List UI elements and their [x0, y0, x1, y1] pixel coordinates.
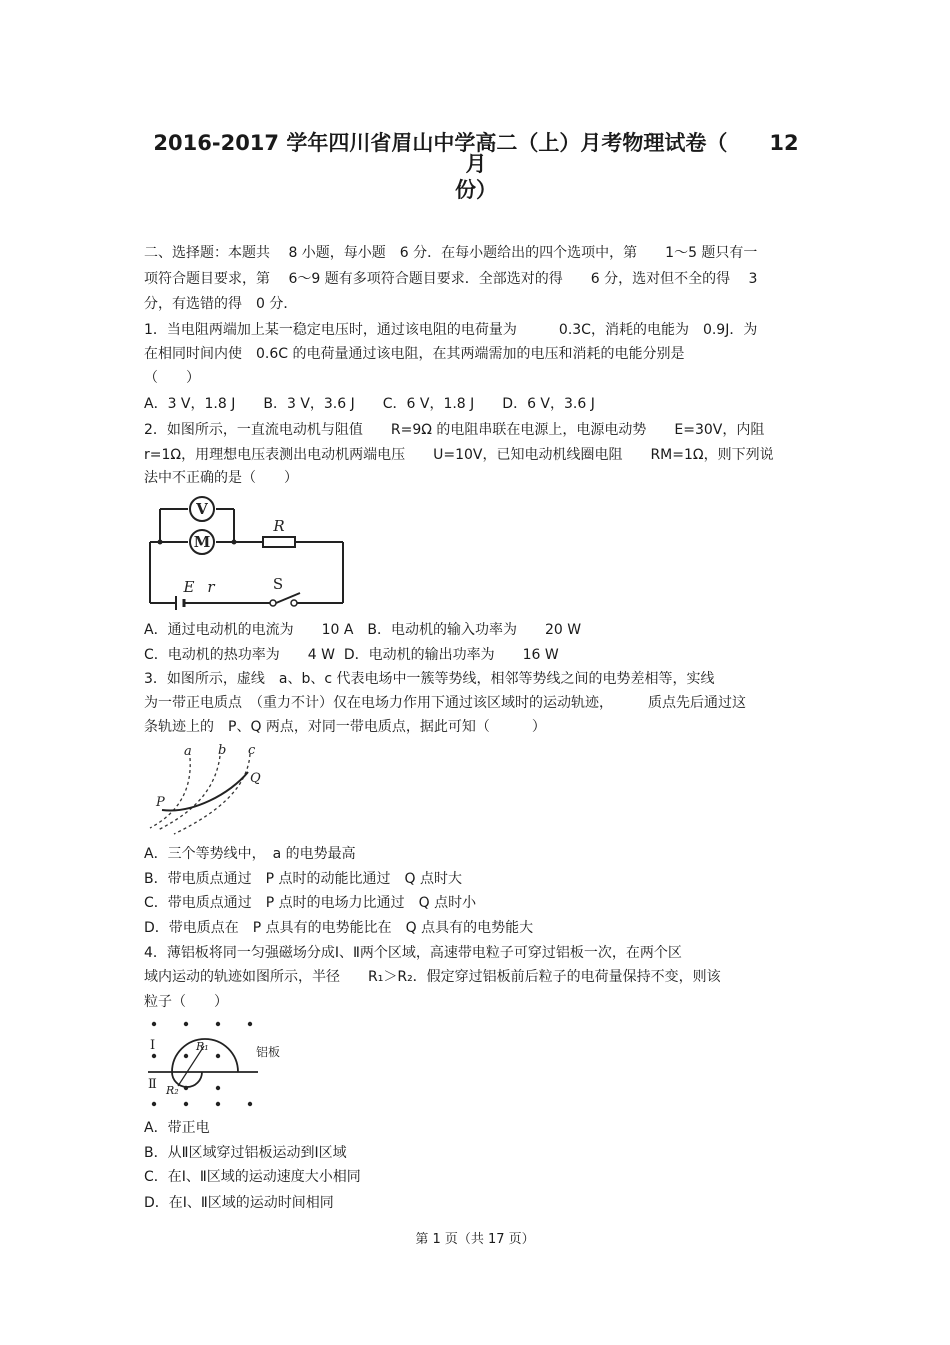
label-b: b [218, 743, 227, 758]
q3-stem: 条轨迹上的 P、Q 两点，对同一带电质点，据此可知（ ） [144, 719, 546, 735]
label-c: c [248, 743, 256, 758]
q2-circuit-diagram [144, 493, 354, 615]
motor-label: M [193, 533, 211, 551]
q4-option: A．带正电 [144, 1120, 210, 1136]
section-instruction: 分，有选错的得 0 分． [144, 296, 298, 312]
q3-option: B．带电质点通过 P 点时的动能比通过 Q 点时大 [144, 871, 462, 887]
q4-option: B．从Ⅱ区域穿过铝板运动到Ⅰ区域 [144, 1145, 347, 1161]
page-number-footer: 第 1 页（共 17 页） [415, 1232, 535, 1247]
q2-stem: 法中不正确的是（ ） [144, 470, 298, 486]
q4-stem: 4．薄铝板将同一匀强磁场分成Ⅰ、Ⅱ两个区域，高速带电粒子可穿过铝板一次，在两个区 [144, 945, 682, 961]
resistor-label: R [273, 517, 285, 535]
region-1-label: Ⅰ [150, 1038, 156, 1053]
q4-option: D．在Ⅰ、Ⅱ区域的运动时间相同 [144, 1195, 334, 1211]
q2-options: A．通过电动机的电流为 10 A B．电动机的输入功率为 20 W [144, 622, 582, 638]
q4-option: C．在Ⅰ、Ⅱ区域的运动速度大小相同 [144, 1169, 361, 1185]
q1-stem: 在相同时间内使 0.6C 的电荷量通过该电阻，在其两端需加的电压和消耗的电能分别是 [144, 346, 685, 362]
switch-label: S [272, 575, 284, 593]
emf-label: E [183, 578, 195, 596]
q3-equipotential-diagram [144, 742, 269, 837]
equipotential-line-c [174, 754, 250, 834]
voltmeter-label: V [196, 500, 208, 518]
equipotential-line-b [158, 756, 220, 830]
plate-label: 铝板 [256, 1045, 281, 1059]
label-q: Q [250, 771, 261, 786]
q3-option: D．带电质点在 P 点具有的电势能比在 Q 点具有的电势能大 [144, 920, 534, 936]
label-a: a [184, 744, 192, 759]
exam-title-line2: 份） [455, 178, 497, 202]
q1-stem: 1．当电阻两端加上某一稳定电压时，通过该电阻的电荷量为 0.3C，消耗的电能为 0.9J．为 [144, 322, 758, 338]
q3-option: C．带电质点通过 P 点时的电场力比通过 Q 点时小 [144, 895, 477, 911]
trajectory-line [162, 772, 248, 811]
q1-options: A．3 V，1.8 J B．3 V，3.6 J C．6 V，1.8 J D．6 V，3.6 J [144, 396, 595, 412]
section-instruction: 项符合题目要求，第 6～9 题有多项符合题目要求．全部选对的得 6 分，选对但不全的得 3 [144, 271, 758, 287]
q2-options: C．电动机的热功率为 4 W D．电动机的输出功率为 16 W [144, 647, 559, 663]
internal-resistance-label: r [207, 578, 215, 596]
equipotential-line-a [150, 758, 190, 828]
q4-stem: 粒子（ ） [144, 994, 228, 1010]
region-2-label: Ⅱ [148, 1077, 157, 1092]
section-instruction: 二、选择题：本题共 8 小题，每小题 6 分．在每小题给出的四个选项中，第 1～5 题只有一 [144, 245, 758, 261]
q2-stem: 2．如图所示，一直流电动机与阻值 R=9Ω 的电阻串联在电源上，电源电动势 E=30V，内阻 [144, 422, 765, 438]
q3-stem: 为一带正电质点 （重力不计）仅在电场力作用下通过该区域时的运动轨迹， 质点先后通过这 [144, 695, 746, 711]
r2-label: R₂ [166, 1084, 179, 1097]
q4-magnetic-field-diagram [144, 1016, 294, 1112]
q4-stem: 域内运动的轨迹如图所示，半径 R₁＞R₂．假定穿过铝板前后粒子的电荷量保持不变，则该 [144, 969, 721, 985]
label-p: P [156, 795, 165, 810]
q3-stem: 3．如图所示，虚线 a、b、c 代表电场中一簇等势线，相邻等势线之间的电势差相等，实线 [144, 671, 715, 687]
q3-option: A．三个等势线中， a 的电势最高 [144, 846, 356, 862]
q1-stem: （ ） [144, 370, 200, 386]
r1-label: R₁ [196, 1040, 209, 1053]
q2-stem: r=1Ω，用理想电压表测出电动机两端电压 U=10V，已知电动机线圈电阻 RM=1Ω，则下列说 [144, 447, 774, 463]
exam-title-line1: 2016-2017 学年四川省眉山中学高二（上）月考物理试卷（ 12 月 [153, 131, 799, 176]
